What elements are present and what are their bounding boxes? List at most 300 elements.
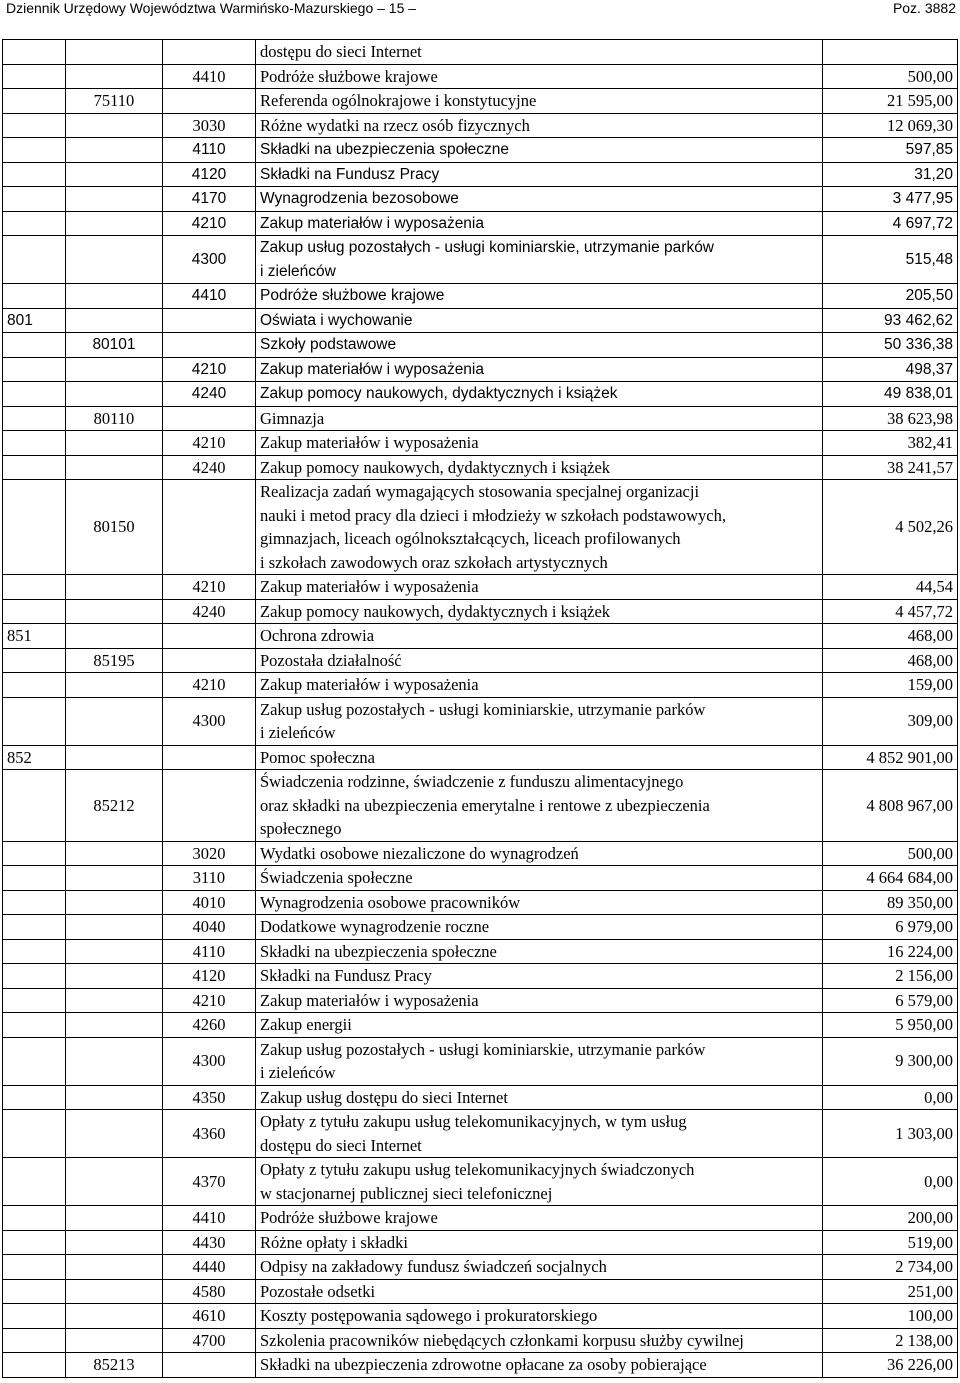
description-line: Zakup materiałów i wyposażenia (260, 990, 479, 1010)
description-cell (256, 187, 823, 212)
section-code-cell (66, 382, 163, 407)
section-code-cell (66, 575, 163, 600)
description-line: Szkolenia pracowników niebędących członkami korpusu służby cywilnej (260, 1330, 744, 1350)
paragraph-code-cell: 4210 (163, 673, 256, 698)
amount-cell: 498,37 (823, 357, 958, 382)
table-row (3, 113, 958, 138)
description-cell (256, 624, 823, 649)
paragraph-code-cell: 4360 (163, 1110, 256, 1158)
description-line: Pozostała działalność (260, 650, 402, 670)
table-row (3, 673, 958, 698)
description-line: i zieleńców (260, 723, 336, 742)
description-cell (256, 648, 823, 673)
description-cell (256, 1085, 823, 1110)
description-line: Zakup usług pozostałych - usługi kominiarskie, utrzymanie parków (260, 699, 706, 719)
amount-cell: 4 664 684,00 (823, 866, 958, 891)
paragraph-code-cell: 4170 (163, 187, 256, 212)
paragraph-code-cell: 4120 (163, 162, 256, 187)
table-row (3, 1037, 958, 1085)
paragraph-code-cell: 4240 (163, 382, 256, 407)
description-line: Opłaty z tytułu zakupu usług telekomunikacyjnych świadczonych (260, 1160, 695, 1179)
section-code-cell (66, 1158, 163, 1206)
chapter-code-cell (3, 890, 66, 915)
table-row (3, 406, 958, 431)
description-line: Składki na Fundusz Pracy (260, 165, 440, 183)
paragraph-code-cell: 4210 (163, 357, 256, 382)
section-code-cell (66, 697, 163, 745)
amount-cell: 36 226,00 (823, 1353, 958, 1378)
description-line: Świadczenia społeczne (260, 868, 413, 887)
amount-cell: 4 808 967,00 (823, 770, 958, 842)
paragraph-code-cell (163, 480, 256, 575)
description-line: Zakup materiałów i wyposażenia (260, 433, 479, 452)
description-cell (256, 964, 823, 989)
section-code-cell (66, 745, 163, 770)
table-row (3, 64, 958, 89)
amount-cell: 515,48 (823, 236, 958, 284)
paragraph-code-cell: 4350 (163, 1085, 256, 1110)
paragraph-code-cell: 4210 (163, 575, 256, 600)
amount-cell: 38 241,57 (823, 455, 958, 480)
chapter-code-cell (3, 915, 66, 940)
table-row (3, 382, 958, 407)
paragraph-code-cell: 4440 (163, 1255, 256, 1280)
table-row (3, 1085, 958, 1110)
paragraph-code-cell: 4700 (163, 1328, 256, 1353)
amount-cell: 4 697,72 (823, 211, 958, 236)
paragraph-code-cell: 4410 (163, 64, 256, 89)
description-line: Zakup pomocy naukowych, dydaktycznych i książek (260, 457, 611, 477)
description-line: i zieleńców (260, 262, 336, 280)
section-code-cell (66, 455, 163, 480)
amount-cell: 309,00 (823, 697, 958, 745)
table-row (3, 333, 958, 358)
paragraph-code-cell: 4370 (163, 1158, 256, 1206)
amount-cell: 16 224,00 (823, 939, 958, 964)
description-cell (256, 236, 823, 284)
amount-cell: 1 303,00 (823, 1110, 958, 1158)
description-line: Zakup pomocy naukowych, dydaktycznych i książek (260, 601, 611, 621)
description-cell (256, 1255, 823, 1280)
chapter-code-cell (3, 382, 66, 407)
paragraph-code-cell (163, 406, 256, 431)
paragraph-code-cell (163, 308, 256, 333)
section-code-cell (66, 1304, 163, 1329)
amount-cell: 2 138,00 (823, 1328, 958, 1353)
amount-cell: 500,00 (823, 64, 958, 89)
table-row (3, 40, 958, 65)
section-code-cell (66, 599, 163, 624)
description-cell (256, 939, 823, 964)
description-line: Zakup materiałów i wyposażenia (260, 675, 479, 694)
description-cell (256, 599, 823, 624)
section-code-cell (66, 1279, 163, 1304)
section-code-cell (66, 988, 163, 1013)
table-row (3, 308, 958, 333)
amount-cell: 31,20 (823, 162, 958, 187)
section-code-cell (66, 1328, 163, 1353)
description-line: Podróże służbowe krajowe (260, 287, 445, 304)
amount-cell: 6 979,00 (823, 915, 958, 940)
amount-cell: 50 336,38 (823, 333, 958, 358)
section-code-cell: 85213 (66, 1353, 163, 1378)
table-row (3, 770, 958, 842)
description-cell (256, 1328, 823, 1353)
description-cell (256, 697, 823, 745)
position-number: Poz. 3882 (892, 0, 956, 16)
section-code-cell (66, 841, 163, 866)
chapter-code-cell (3, 939, 66, 964)
paragraph-code-cell (163, 89, 256, 114)
amount-cell: 44,54 (823, 575, 958, 600)
description-line: Podróże służbowe krajowe (260, 66, 438, 86)
section-code-cell (66, 211, 163, 236)
description-line: Świadczenia rodzinne, świadczenie z funduszu alimentacyjnego (260, 772, 684, 791)
table-row (3, 236, 958, 284)
description-line: Referenda ogólnokrajowe i konstytucyjne (260, 91, 537, 110)
chapter-code-cell (3, 988, 66, 1013)
table-row (3, 1110, 958, 1158)
description-line: społecznego (260, 819, 342, 838)
amount-cell: 4 852 901,00 (823, 745, 958, 770)
section-code-cell (66, 673, 163, 698)
table-row (3, 455, 958, 480)
paragraph-code-cell (163, 745, 256, 770)
description-line: Składki na ubezpieczenia społeczne (260, 941, 497, 961)
chapter-code-cell (3, 1037, 66, 1085)
description-line: i zieleńców (260, 1063, 336, 1082)
amount-cell: 0,00 (823, 1158, 958, 1206)
description-cell (256, 866, 823, 891)
description-cell (256, 211, 823, 236)
section-code-cell (66, 964, 163, 989)
amount-cell (823, 40, 958, 65)
chapter-code-cell (3, 406, 66, 431)
section-code-cell (66, 866, 163, 891)
chapter-code-cell (3, 841, 66, 866)
description-cell (256, 890, 823, 915)
description-line: Pomoc społeczna (260, 747, 376, 767)
description-line: Pozostałe odsetki (260, 1281, 376, 1301)
description-line: Dodatkowe wynagrodzenie roczne (260, 917, 490, 936)
section-code-cell (66, 1110, 163, 1158)
budget-table (2, 39, 958, 1378)
chapter-code-cell (3, 1328, 66, 1353)
amount-cell: 49 838,01 (823, 382, 958, 407)
amount-cell: 0,00 (823, 1085, 958, 1110)
description-cell (256, 162, 823, 187)
amount-cell: 468,00 (823, 648, 958, 673)
description-line: Odpisy na zakładowy fundusz świadczeń socjalnych (260, 1257, 607, 1276)
paragraph-code-cell: 3110 (163, 866, 256, 891)
table-row (3, 1158, 958, 1206)
description-cell (256, 988, 823, 1013)
description-cell (256, 480, 823, 575)
description-line: Ochrona zdrowia (260, 626, 375, 645)
table-row (3, 431, 958, 456)
page-header (6, 0, 956, 20)
paragraph-code-cell: 4120 (163, 964, 256, 989)
paragraph-code-cell: 4580 (163, 1279, 256, 1304)
description-cell (256, 1158, 823, 1206)
description-line: Zakup energii (260, 1015, 352, 1034)
chapter-code-cell (3, 770, 66, 842)
description-line: Różne wydatki na rzecz osób fizycznych (260, 115, 530, 135)
paragraph-code-cell: 4410 (163, 284, 256, 309)
chapter-code-cell (3, 162, 66, 187)
description-line: Zakup materiałów i wyposażenia (260, 360, 484, 378)
paragraph-code-cell: 4210 (163, 211, 256, 236)
paragraph-code-cell: 4240 (163, 455, 256, 480)
table-row (3, 1013, 958, 1038)
amount-cell: 4 457,72 (823, 599, 958, 624)
description-line: Gimnazja (260, 408, 325, 428)
chapter-code-cell (3, 333, 66, 358)
table-row (3, 1206, 958, 1231)
amount-cell: 500,00 (823, 841, 958, 866)
section-code-cell (66, 1230, 163, 1255)
section-code-cell (66, 1255, 163, 1280)
section-code-cell (66, 284, 163, 309)
description-cell (256, 770, 823, 842)
description-cell (256, 1110, 823, 1158)
table-row (3, 1328, 958, 1353)
chapter-code-cell (3, 138, 66, 163)
amount-cell: 100,00 (823, 1304, 958, 1329)
description-line: Koszty postępowania sądowego i prokuratorskiego (260, 1306, 598, 1325)
paragraph-code-cell: 4010 (163, 890, 256, 915)
amount-cell: 5 950,00 (823, 1013, 958, 1038)
section-code-cell (66, 236, 163, 284)
amount-cell: 21 595,00 (823, 89, 958, 114)
amount-cell: 6 579,00 (823, 988, 958, 1013)
paragraph-code-cell: 4110 (163, 939, 256, 964)
description-line: Zakup materiałów i wyposażenia (260, 214, 484, 232)
chapter-code-cell (3, 64, 66, 89)
description-cell (256, 673, 823, 698)
paragraph-code-cell: 3020 (163, 841, 256, 866)
table-row (3, 162, 958, 187)
table-row (3, 575, 958, 600)
paragraph-code-cell: 4300 (163, 236, 256, 284)
table-row (3, 357, 958, 382)
section-code-cell (66, 624, 163, 649)
section-code-cell: 80101 (66, 333, 163, 358)
paragraph-code-cell: 4300 (163, 697, 256, 745)
description-line: Różne opłaty i składki (260, 1232, 409, 1252)
chapter-code-cell (3, 431, 66, 456)
amount-cell: 382,41 (823, 431, 958, 456)
description-cell (256, 308, 823, 333)
section-code-cell: 85195 (66, 648, 163, 673)
table-row (3, 624, 958, 649)
section-code-cell (66, 1037, 163, 1085)
description-line: Realizacja zadań wymagających stosowania specjalnej organizacji (260, 482, 700, 501)
description-cell (256, 1230, 823, 1255)
chapter-code-cell (3, 673, 66, 698)
amount-cell: 89 350,00 (823, 890, 958, 915)
description-cell (256, 382, 823, 407)
amount-cell: 159,00 (823, 673, 958, 698)
description-line: Składki na Fundusz Pracy (260, 966, 432, 985)
table-row (3, 648, 958, 673)
chapter-code-cell (3, 1255, 66, 1280)
section-code-cell: 75110 (66, 89, 163, 114)
amount-cell: 205,50 (823, 284, 958, 309)
section-code-cell (66, 357, 163, 382)
description-line: i szkołach zawodowych oraz szkołach artystycznych (260, 552, 608, 572)
chapter-code-cell (3, 284, 66, 309)
amount-cell: 4 502,26 (823, 480, 958, 575)
table-row (3, 939, 958, 964)
description-cell (256, 284, 823, 309)
section-code-cell (66, 162, 163, 187)
description-cell (256, 1206, 823, 1231)
paragraph-code-cell: 4410 (163, 1206, 256, 1231)
table-row (3, 211, 958, 236)
description-line: Wydatki osobowe niezaliczone do wynagrodzeń (260, 843, 579, 863)
paragraph-code-cell: 4240 (163, 599, 256, 624)
amount-cell: 519,00 (823, 1230, 958, 1255)
description-line: Wynagrodzenia bezosobowe (260, 190, 459, 207)
paragraph-code-cell (163, 624, 256, 649)
description-cell (256, 357, 823, 382)
description-line: Składki na ubezpieczenia społeczne (260, 141, 510, 158)
chapter-code-cell (3, 113, 66, 138)
section-code-cell (66, 40, 163, 65)
paragraph-code-cell: 4430 (163, 1230, 256, 1255)
amount-cell: 200,00 (823, 1206, 958, 1231)
chapter-code-cell (3, 1110, 66, 1158)
description-line: Wynagrodzenia osobowe pracowników (260, 892, 521, 912)
description-line: Zakup pomocy naukowych, dydaktycznych i książek (260, 385, 618, 402)
description-cell (256, 333, 823, 358)
chapter-code-cell (3, 89, 66, 114)
chapter-code-cell (3, 455, 66, 480)
chapter-code-cell (3, 866, 66, 891)
table-row (3, 697, 958, 745)
table-row (3, 1255, 958, 1280)
paragraph-code-cell: 4610 (163, 1304, 256, 1329)
description-line: Opłaty z tytułu zakupu usług telekomunikacyjnych, w tym usług (260, 1112, 687, 1131)
description-cell (256, 40, 823, 65)
amount-cell: 468,00 (823, 624, 958, 649)
description-line: dostępu do sieci Internet (260, 42, 422, 61)
table-row (3, 745, 958, 770)
chapter-code-cell: 801 (3, 308, 66, 333)
section-code-cell (66, 187, 163, 212)
paragraph-code-cell (163, 1353, 256, 1378)
description-cell (256, 138, 823, 163)
chapter-code-cell (3, 1013, 66, 1038)
description-line: Zakup usług dostępu do sieci Internet (260, 1087, 508, 1107)
table-row (3, 89, 958, 114)
table-row (3, 988, 958, 1013)
description-line: Oświata i wychowanie (260, 311, 413, 329)
amount-cell: 597,85 (823, 138, 958, 163)
section-code-cell (66, 915, 163, 940)
chapter-code-cell (3, 236, 66, 284)
description-line: Zakup materiałów i wyposażenia (260, 577, 479, 596)
description-cell (256, 841, 823, 866)
section-code-cell (66, 431, 163, 456)
description-cell (256, 915, 823, 940)
table-row (3, 1279, 958, 1304)
table-row (3, 480, 958, 575)
chapter-code-cell (3, 1158, 66, 1206)
paragraph-code-cell: 4300 (163, 1037, 256, 1085)
description-line: gimnazjach, liceach ogólnokształcących, liceach profilowanych (260, 529, 681, 548)
journal-title: Dziennik Urzędowy Województwa Warmińsko-Mazurskiego – 15 – (6, 0, 417, 16)
chapter-code-cell: 852 (3, 745, 66, 770)
description-line: w stacjonarnej publicznej sieci telefonicznej (260, 1183, 553, 1203)
amount-cell: 9 300,00 (823, 1037, 958, 1085)
paragraph-code-cell: 3030 (163, 113, 256, 138)
chapter-code-cell (3, 357, 66, 382)
section-code-cell (66, 308, 163, 333)
amount-cell: 93 462,62 (823, 308, 958, 333)
paragraph-code-cell: 4260 (163, 1013, 256, 1038)
description-line: dostępu do sieci Internet (260, 1135, 422, 1155)
chapter-code-cell (3, 648, 66, 673)
section-code-cell (66, 1085, 163, 1110)
table-row (3, 138, 958, 163)
paragraph-code-cell (163, 648, 256, 673)
description-cell (256, 1304, 823, 1329)
description-cell (256, 406, 823, 431)
section-code-cell (66, 1013, 163, 1038)
paragraph-code-cell (163, 333, 256, 358)
chapter-code-cell (3, 697, 66, 745)
amount-cell: 2 156,00 (823, 964, 958, 989)
description-cell (256, 1279, 823, 1304)
chapter-code-cell: 851 (3, 624, 66, 649)
description-cell (256, 1037, 823, 1085)
table-row (3, 866, 958, 891)
chapter-code-cell (3, 1304, 66, 1329)
budget-table-body (3, 40, 958, 1378)
description-line: Szkoły podstawowe (260, 336, 397, 353)
description-cell (256, 1353, 823, 1378)
chapter-code-cell (3, 40, 66, 65)
chapter-code-cell (3, 575, 66, 600)
table-row (3, 284, 958, 309)
table-row (3, 187, 958, 212)
table-row (3, 964, 958, 989)
description-cell (256, 455, 823, 480)
table-row (3, 1230, 958, 1255)
section-code-cell (66, 64, 163, 89)
description-line: Zakup usług pozostałych - usługi kominiarskie, utrzymanie parków (260, 239, 715, 256)
description-cell (256, 64, 823, 89)
section-code-cell (66, 939, 163, 964)
section-code-cell (66, 113, 163, 138)
paragraph-code-cell: 4210 (163, 431, 256, 456)
amount-cell: 38 623,98 (823, 406, 958, 431)
chapter-code-cell (3, 1085, 66, 1110)
description-line: nauki i metod pracy dla dzieci i młodzieży w szkołach podstawowych, (260, 505, 726, 525)
table-row (3, 890, 958, 915)
chapter-code-cell (3, 187, 66, 212)
description-line: oraz składki na ubezpieczenia emerytalne i rentowe z ubezpieczenia (260, 795, 710, 815)
chapter-code-cell (3, 1353, 66, 1378)
table-row (3, 1304, 958, 1329)
description-cell (256, 1013, 823, 1038)
description-line: Zakup usług pozostałych - usługi kominiarskie, utrzymanie parków (260, 1039, 706, 1059)
amount-cell: 12 069,30 (823, 113, 958, 138)
section-code-cell: 80110 (66, 406, 163, 431)
section-code-cell (66, 890, 163, 915)
